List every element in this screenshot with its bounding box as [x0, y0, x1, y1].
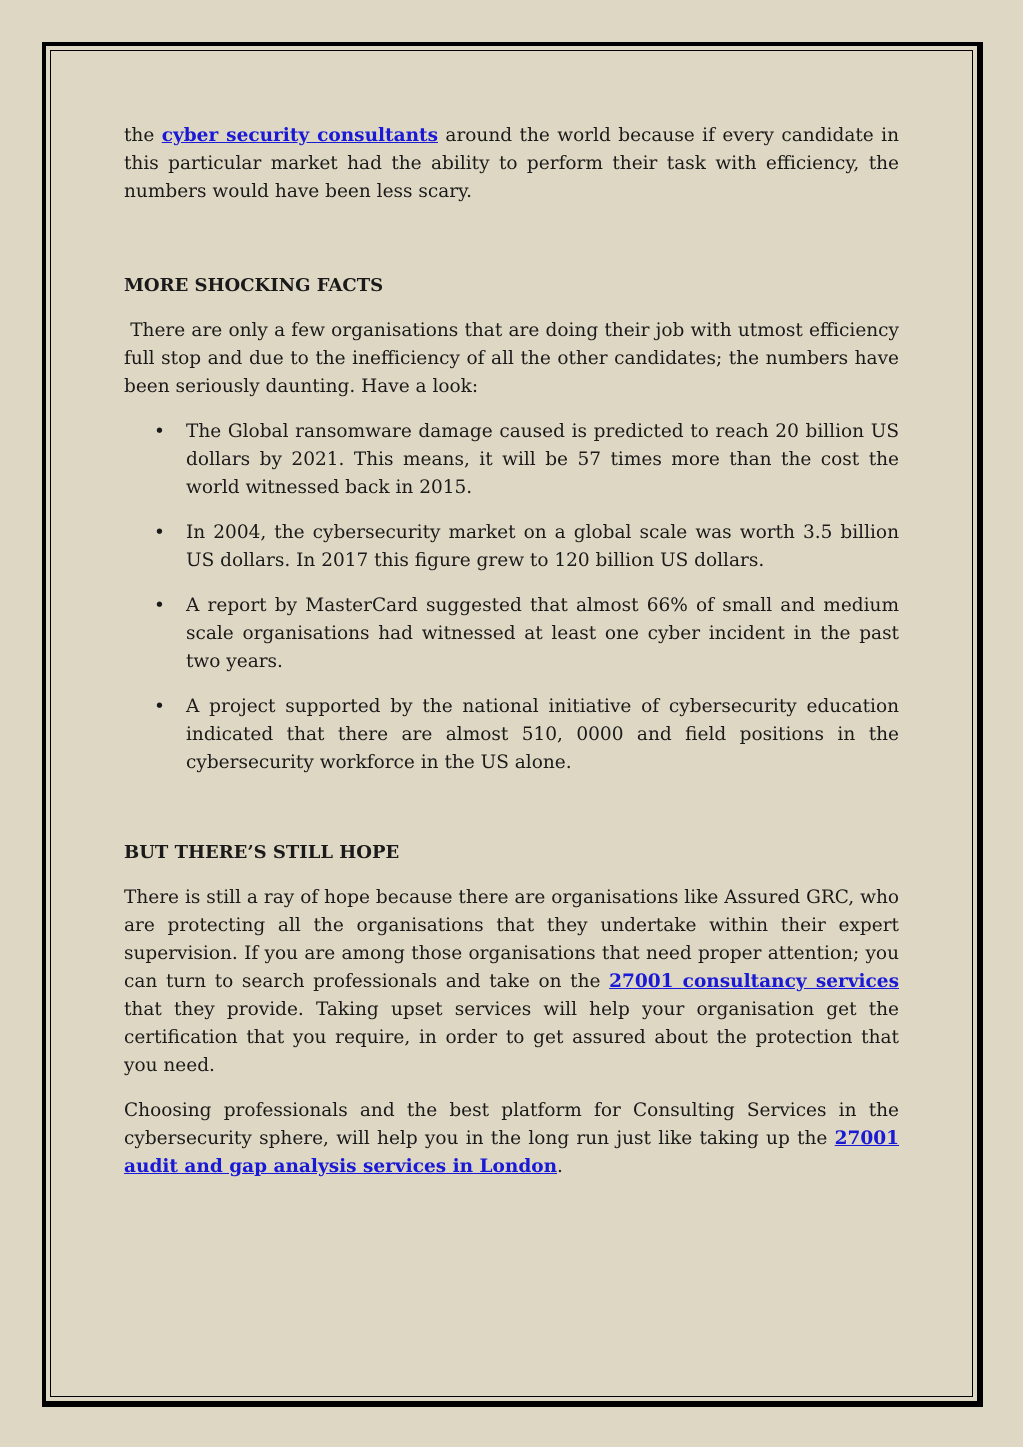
facts-list [124, 418, 899, 777]
intro-text-start: the [124, 125, 162, 146]
hope-paragraph [124, 884, 899, 1080]
list-item: • The Global ransomware damage caused is predicted to reach 20 billion US dollars by 2021. This means, it will be 57 times more than the cost the world witnessed back in 2015. [124, 418, 899, 502]
choosing-text-end: . [557, 1156, 563, 1177]
list-item: • In 2004, the cybersecurity market on a global scale was worth 3.5 billion US dollars. In 2017 this figure grew to 120 billion US dollars. [124, 519, 899, 575]
section-heading-still-hope: BUT THERE’S STILL HOPE [124, 842, 400, 863]
list-item: • A project supported by the national initiative of cybersecurity education indicated that there are almost 510, 0000 and field positions in the cybersecurity workforce in the US alone. [124, 693, 899, 777]
hope-text-end: that they provide. Taking upset services will help your organisation get the certification that you require, in order to get assured about the protection that you need. [124, 999, 899, 1076]
cyber-security-consultants-link[interactable]: cyber security consultants [161, 125, 438, 146]
document-body [124, 122, 905, 1181]
choosing-paragraph [124, 1097, 899, 1181]
choosing-text-start: Choosing professionals and the best platform for Consulting Services in the cybersecurity sphere, will help you in the long run just like taking up the [124, 1100, 899, 1149]
hope-text-start: There is still a ray of hope because there are organisations like Assured GRC, who are protecting all the organisations that they undertake within their expert supervision. If you are among those organisations that need proper attention; you can turn to search professionals and take on the [124, 887, 899, 992]
27001-audit-gap-analysis-link[interactable]: 27001 audit and gap analysis services in London [124, 1128, 899, 1177]
list-item: • A report by MasterCard suggested that almost 66% of small and medium scale organisations had witnessed at least one cyber incident in the past two years. [124, 592, 899, 676]
section-heading-shocking-facts: MORE SHOCKING FACTS [124, 275, 384, 296]
shocking-facts-paragraph: There are only a few organisations that are doing their job with utmost efficiency full stop and due to the inefficiency of all the other candidates; the numbers have been seriously daunting. Have a look: [124, 320, 905, 397]
intro-text-end: around the world because if every candidate in this particular market had the ability to perform their task with efficiency, the numbers would have been less scary. [124, 125, 899, 202]
27001-consultancy-services-link[interactable]: 27001 consultancy services [609, 971, 899, 992]
intro-paragraph [124, 122, 899, 206]
